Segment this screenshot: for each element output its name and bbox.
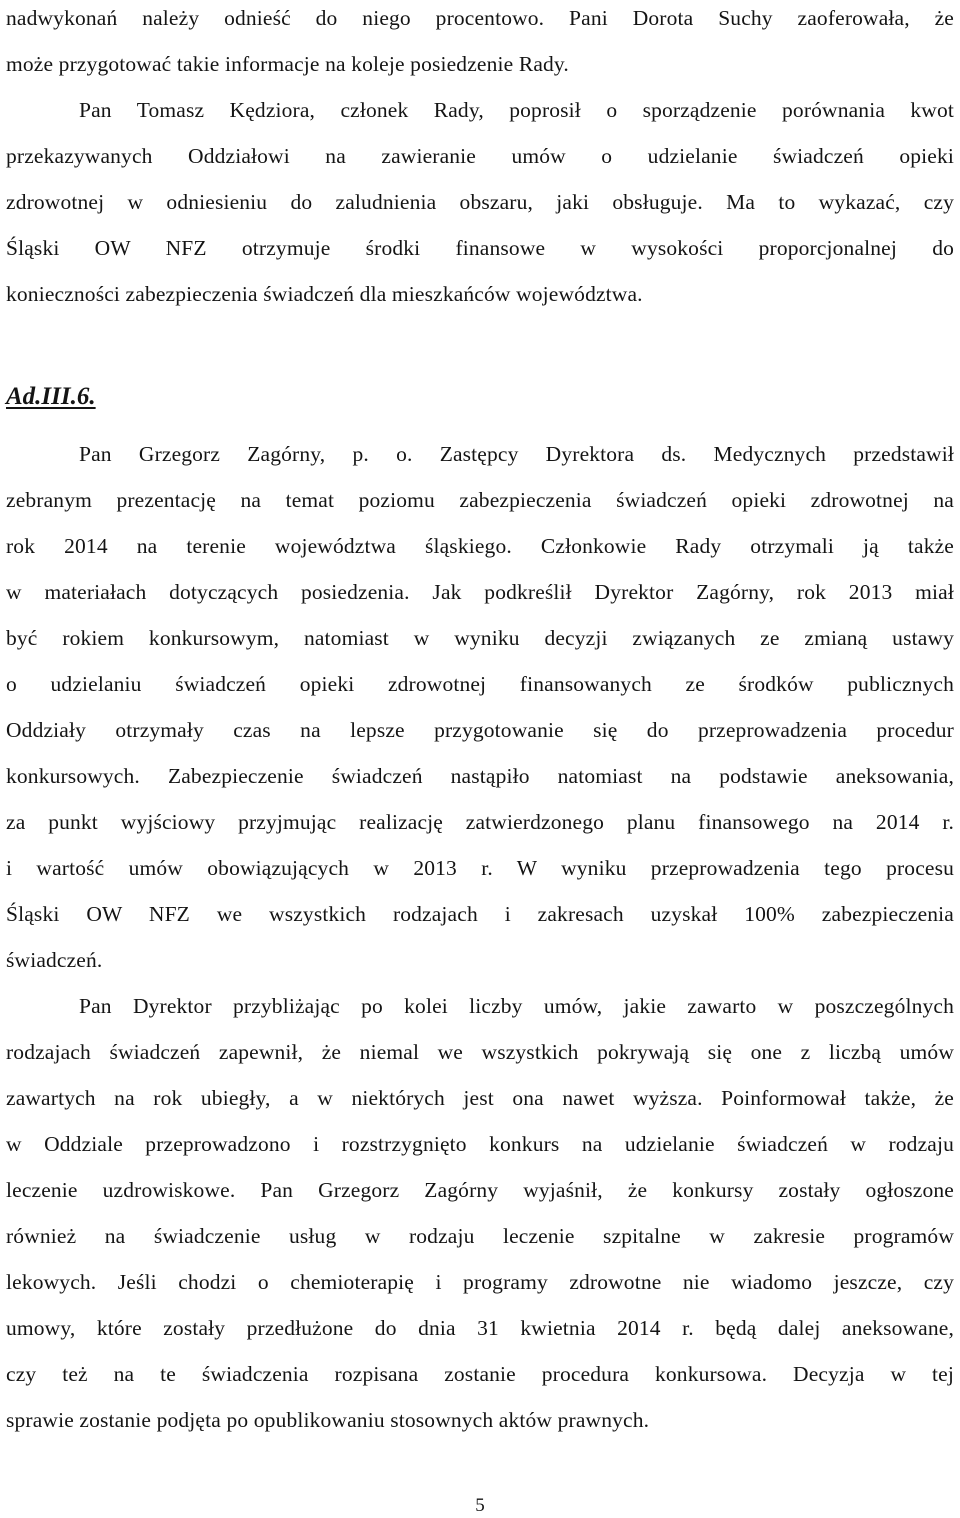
paragraph-line: leczenie uzdrowiskowe. Pan Grzegorz Zagórny wyjaśnił, że konkursy zostały ogłoszone	[6, 1178, 954, 1202]
page-number: 5	[475, 1495, 485, 1516]
paragraph-line: zebranym prezentację na temat poziomu zabezpieczenia świadczeń opieki zdrowotnej na	[6, 488, 954, 512]
paragraph-line: za punkt wyjściowy przyjmując realizację zatwierdzonego planu finansowego na 2014 r.	[6, 810, 954, 834]
paragraph-line: i wartość umów obowiązujących w 2013 r. W wyniku przeprowadzenia tego procesu	[6, 856, 954, 880]
paragraph-line: nadwykonań należy odnieść do niego procentowo. Pani Dorota Suchy zaoferowała, że	[6, 6, 954, 30]
paragraph-line: zdrowotnej w odniesieniu do zaludnienia obszaru, jaki obsługuje. Ma to wykazać, czy	[6, 190, 954, 214]
paragraph-line: konieczności zabezpieczenia świadczeń dla mieszkańców województwa.	[6, 282, 643, 306]
paragraph-line: Pan Grzegorz Zagórny, p. o. Zastępcy Dyrektora ds. Medycznych przedstawił	[79, 442, 954, 466]
paragraph-line: o udzielaniu świadczeń opieki zdrowotnej finansowanych ze środków publicznych	[6, 672, 954, 696]
paragraph-line: czy też na te świadczenia rozpisana zostanie procedura konkursowa. Decyzja w tej	[6, 1362, 954, 1386]
paragraph-line: zawartych na rok ubiegły, a w niektórych jest ona nawet wyższa. Poinformował także, że	[6, 1086, 954, 1110]
paragraph-line: świadczeń.	[6, 948, 103, 972]
paragraph-line: Oddziały otrzymały czas na lepsze przygotowanie się do przeprowadzenia procedur	[6, 718, 954, 742]
paragraph-line: sprawie zostanie podjęta po opublikowaniu stosownych aktów prawnych.	[6, 1408, 650, 1432]
paragraph-line: Śląski OW NFZ we wszystkich rodzajach i zakresach uzyskał 100% zabezpieczenia	[6, 902, 954, 926]
paragraph-line: Śląski OW NFZ otrzymuje środki finansowe w wysokości proporcjonalnej do	[6, 236, 954, 260]
paragraph-line: rodzajach świadczeń zapewnił, że niemal we wszystkich pokrywają się one z liczbą umów	[6, 1040, 954, 1064]
paragraph-line: być rokiem konkursowym, natomiast w wyniku decyzji związanych ze zmianą ustawy	[6, 626, 954, 650]
paragraph-line: w Oddziale przeprowadzono i rozstrzygnięto konkurs na udzielanie świadczeń w rodzaju	[6, 1132, 954, 1156]
paragraph-line: umowy, które zostały przedłużone do dnia 31 kwietnia 2014 r. będą dalej aneksowane,	[6, 1316, 954, 1340]
paragraph-line: przekazywanych Oddziałowi na zawieranie umów o udzielanie świadczeń opieki	[6, 144, 954, 168]
paragraph-line: Pan Dyrektor przybliżając po kolei liczby umów, jakie zawarto w poszczególnych	[79, 994, 954, 1018]
paragraph-line: rok 2014 na terenie województwa śląskiego. Członkowie Rady otrzymali ją także	[6, 534, 954, 558]
paragraph-line: konkursowych. Zabezpieczenie świadczeń nastąpiło natomiast na podstawie aneksowania,	[6, 764, 954, 788]
paragraph-line: może przygotować takie informacje na koleje posiedzenie Rady.	[6, 52, 569, 76]
paragraph-line: w materiałach dotyczących posiedzenia. Jak podkreślił Dyrektor Zagórny, rok 2013 miał	[6, 580, 954, 604]
paragraph-line: Pan Tomasz Kędziora, członek Rady, poprosił o sporządzenie porównania kwot	[79, 98, 954, 122]
paragraph-line: lekowych. Jeśli chodzi o chemioterapię i programy zdrowotne nie wiadomo jeszcze, czy	[6, 1270, 954, 1294]
section-heading: Ad.III.6.	[6, 383, 96, 410]
paragraph-line: również na świadczenie usług w rodzaju leczenie szpitalne w zakresie programów	[6, 1224, 954, 1248]
